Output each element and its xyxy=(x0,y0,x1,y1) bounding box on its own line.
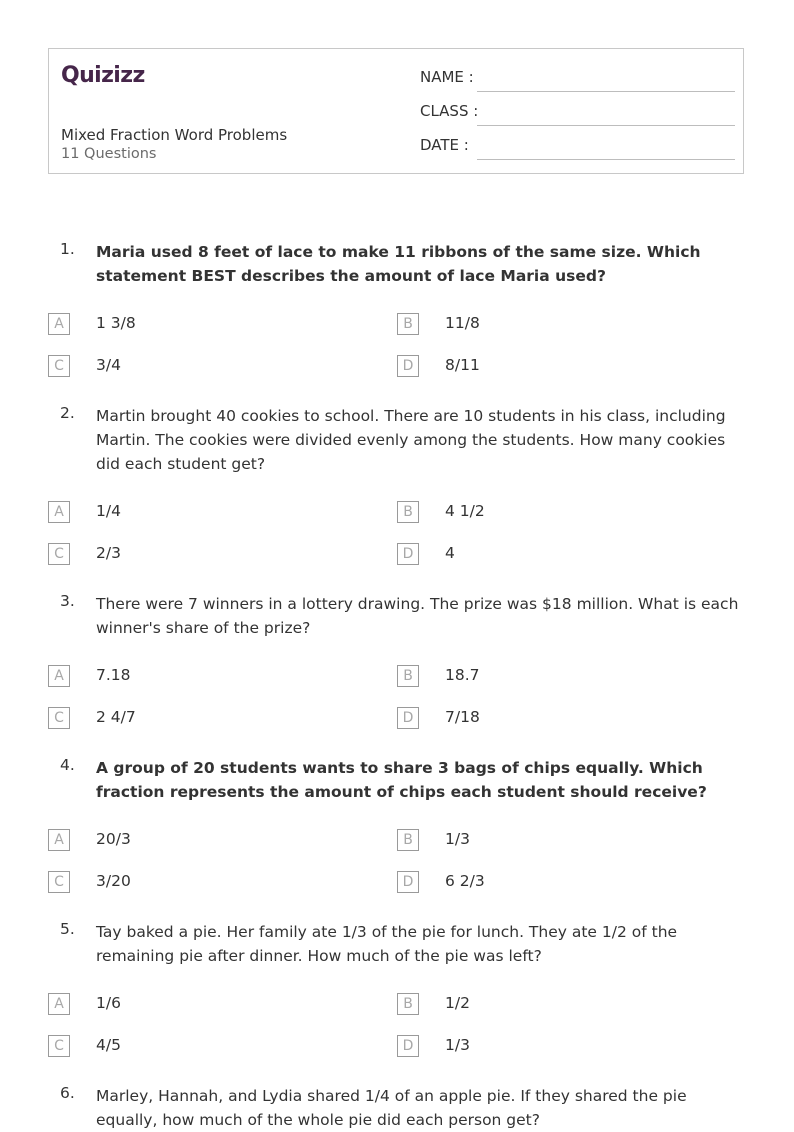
option-value: 7/18 xyxy=(445,708,480,726)
worksheet-title: Mixed Fraction Word Problems xyxy=(61,126,288,144)
question-text: Maria used 8 feet of lace to make 11 ribbons of the same size. Which statement BEST describes the amount of lace Maria used? xyxy=(96,243,701,285)
option-value: 11/8 xyxy=(445,314,480,332)
date-label: DATE : xyxy=(420,136,469,154)
option-value: 3/20 xyxy=(96,872,131,890)
option-value: 2 4/7 xyxy=(96,708,136,726)
option-letter-box: B xyxy=(397,829,419,851)
worksheet-header xyxy=(48,48,744,174)
svg-text:Quizizz: Quizizz xyxy=(61,63,145,88)
option-letter-box: C xyxy=(48,355,70,377)
option-letter-box: B xyxy=(397,993,419,1015)
name-label: NAME : xyxy=(420,68,474,86)
class-field[interactable] xyxy=(420,102,735,124)
option-value: 1/3 xyxy=(445,1036,470,1054)
option-value: 20/3 xyxy=(96,830,131,848)
option-value: 8/11 xyxy=(445,356,480,374)
option-letter-box: A xyxy=(48,501,70,523)
option-letter-box: C xyxy=(48,1035,70,1057)
question-count: 11 Questions xyxy=(61,146,157,162)
option-value: 1/4 xyxy=(96,502,121,520)
option-value: 18.7 xyxy=(445,666,480,684)
option-value: 4/5 xyxy=(96,1036,121,1054)
name-line xyxy=(477,91,735,92)
option-letter-box: C xyxy=(48,707,70,729)
option-value: 1 3/8 xyxy=(96,314,136,332)
question-text: A group of 20 students wants to share 3 bags of chips equally. Which fraction represents the amount of chips each student should receive? xyxy=(96,759,707,801)
question-number: 1. xyxy=(60,240,75,258)
option-letter-box: A xyxy=(48,993,70,1015)
question-number: 3. xyxy=(60,592,75,610)
class-label: CLASS : xyxy=(420,102,479,120)
option-value: 1/6 xyxy=(96,994,121,1012)
date-line xyxy=(477,159,735,160)
question-text: Tay baked a pie. Her family ate 1/3 of the pie for lunch. They ate 1/2 of the remaining pie after dinner. How much of the pie was left? xyxy=(96,923,678,965)
name-field[interactable] xyxy=(420,68,735,90)
option-value: 2/3 xyxy=(96,544,121,562)
option-letter-box: C xyxy=(48,871,70,893)
option-value: 1/3 xyxy=(445,830,470,848)
class-line xyxy=(477,125,735,126)
option-letter-box: D xyxy=(397,355,419,377)
quizizz-logo xyxy=(61,59,153,89)
option-letter-box: A xyxy=(48,313,70,335)
option-value: 1/2 xyxy=(445,994,470,1012)
option-letter-box: A xyxy=(48,665,70,687)
question-number: 4. xyxy=(60,756,75,774)
option-value: 7.18 xyxy=(96,666,131,684)
option-letter-box: D xyxy=(397,871,419,893)
question-number: 2. xyxy=(60,404,75,422)
option-letter-box: D xyxy=(397,707,419,729)
option-letter-box: D xyxy=(397,543,419,565)
option-letter-box: C xyxy=(48,543,70,565)
question-text: There were 7 winners in a lottery drawing. The prize was $18 million. What is each winner's share of the prize? xyxy=(96,595,739,637)
date-field[interactable] xyxy=(420,136,735,158)
question-text: Martin brought 40 cookies to school. There are 10 students in his class, including Martin. The cookies were divided evenly among the students. How many cookies did each student get? xyxy=(96,407,726,473)
question-text: Marley, Hannah, and Lydia shared 1/4 of an apple pie. If they shared the pie equally, how much of the whole pie did each person get? xyxy=(96,1087,687,1129)
option-value: 6 2/3 xyxy=(445,872,485,890)
option-letter-box: D xyxy=(397,1035,419,1057)
option-value: 4 1/2 xyxy=(445,502,485,520)
option-letter-box: B xyxy=(397,501,419,523)
option-letter-box: A xyxy=(48,829,70,851)
option-letter-box: B xyxy=(397,665,419,687)
question-number: 5. xyxy=(60,920,75,938)
question-number: 6. xyxy=(60,1084,75,1102)
option-value: 4 xyxy=(445,544,455,562)
option-letter-box: B xyxy=(397,313,419,335)
option-value: 3/4 xyxy=(96,356,121,374)
